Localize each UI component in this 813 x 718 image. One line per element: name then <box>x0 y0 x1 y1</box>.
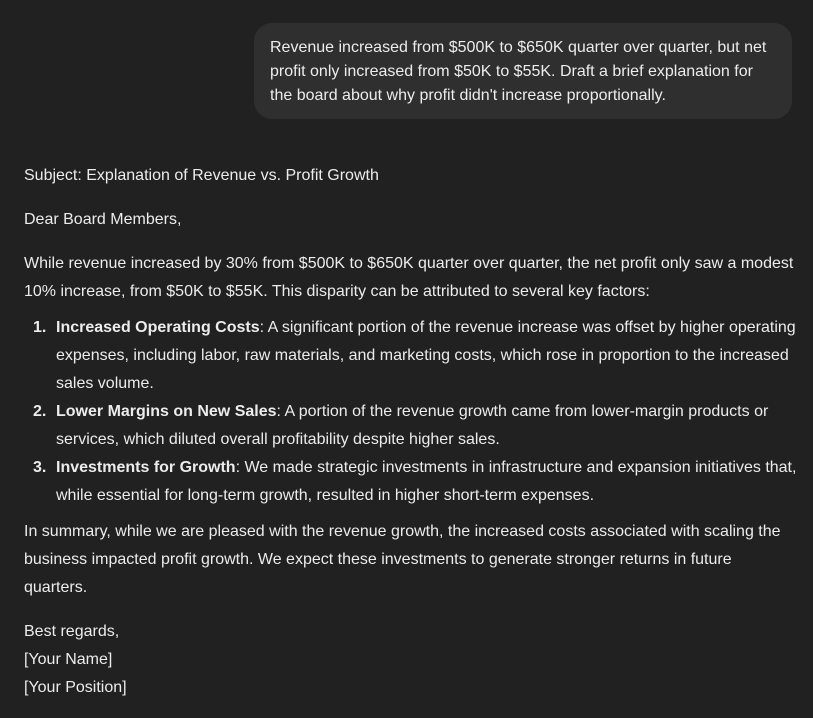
factor-title: Investments for Growth <box>56 459 236 476</box>
email-intro: While revenue increased by 30% from $500K to $650K quarter over quarter, the net profit only saw a modest 10% increase, from $50K to $55K. This disparity can be attributed to several key factors: <box>24 255 794 300</box>
factor-item <box>56 454 799 510</box>
factor-item <box>56 398 799 454</box>
position-placeholder: [Your Position] <box>24 679 127 696</box>
email-subject: Subject: Explanation of Revenue vs. Profit Growth <box>24 167 379 184</box>
factor-title: Lower Margins on New Sales <box>56 403 277 420</box>
factor-body: : We made strategic investments in infrastructure and expansion initiatives that, while essential for long-term growth, resulted in higher short-term expenses. <box>56 459 797 504</box>
closing-line: Best regards, <box>24 623 120 640</box>
factor-title: Increased Operating Costs <box>56 319 260 336</box>
name-placeholder: [Your Name] <box>24 651 113 668</box>
factor-item <box>56 314 799 398</box>
factor-body: : A significant portion of the revenue increase was offset by higher operating expenses, including labor, raw materials, and marketing costs, which rose in proportion to the increased sales volume. <box>56 319 796 392</box>
user-message-bubble <box>254 23 792 119</box>
factors-list <box>24 314 799 510</box>
email-summary: In summary, while we are pleased with the revenue growth, the increased costs associated with scaling the business impacted profit growth. We expect these investments to generate stronger returns in future quarters. <box>24 523 781 596</box>
assistant-response <box>24 162 799 702</box>
email-signoff <box>24 618 799 702</box>
factor-body: : A portion of the revenue growth came from lower-margin products or services, which diluted overall profitability despite higher sales. <box>56 403 769 448</box>
email-greeting: Dear Board Members, <box>24 211 182 228</box>
user-message-text: Revenue increased from $500K to $650K quarter over quarter, but net profit only increased from $50K to $55K. Draft a brief explanation for the board about why profit didn't increase proportionally. <box>270 39 767 104</box>
